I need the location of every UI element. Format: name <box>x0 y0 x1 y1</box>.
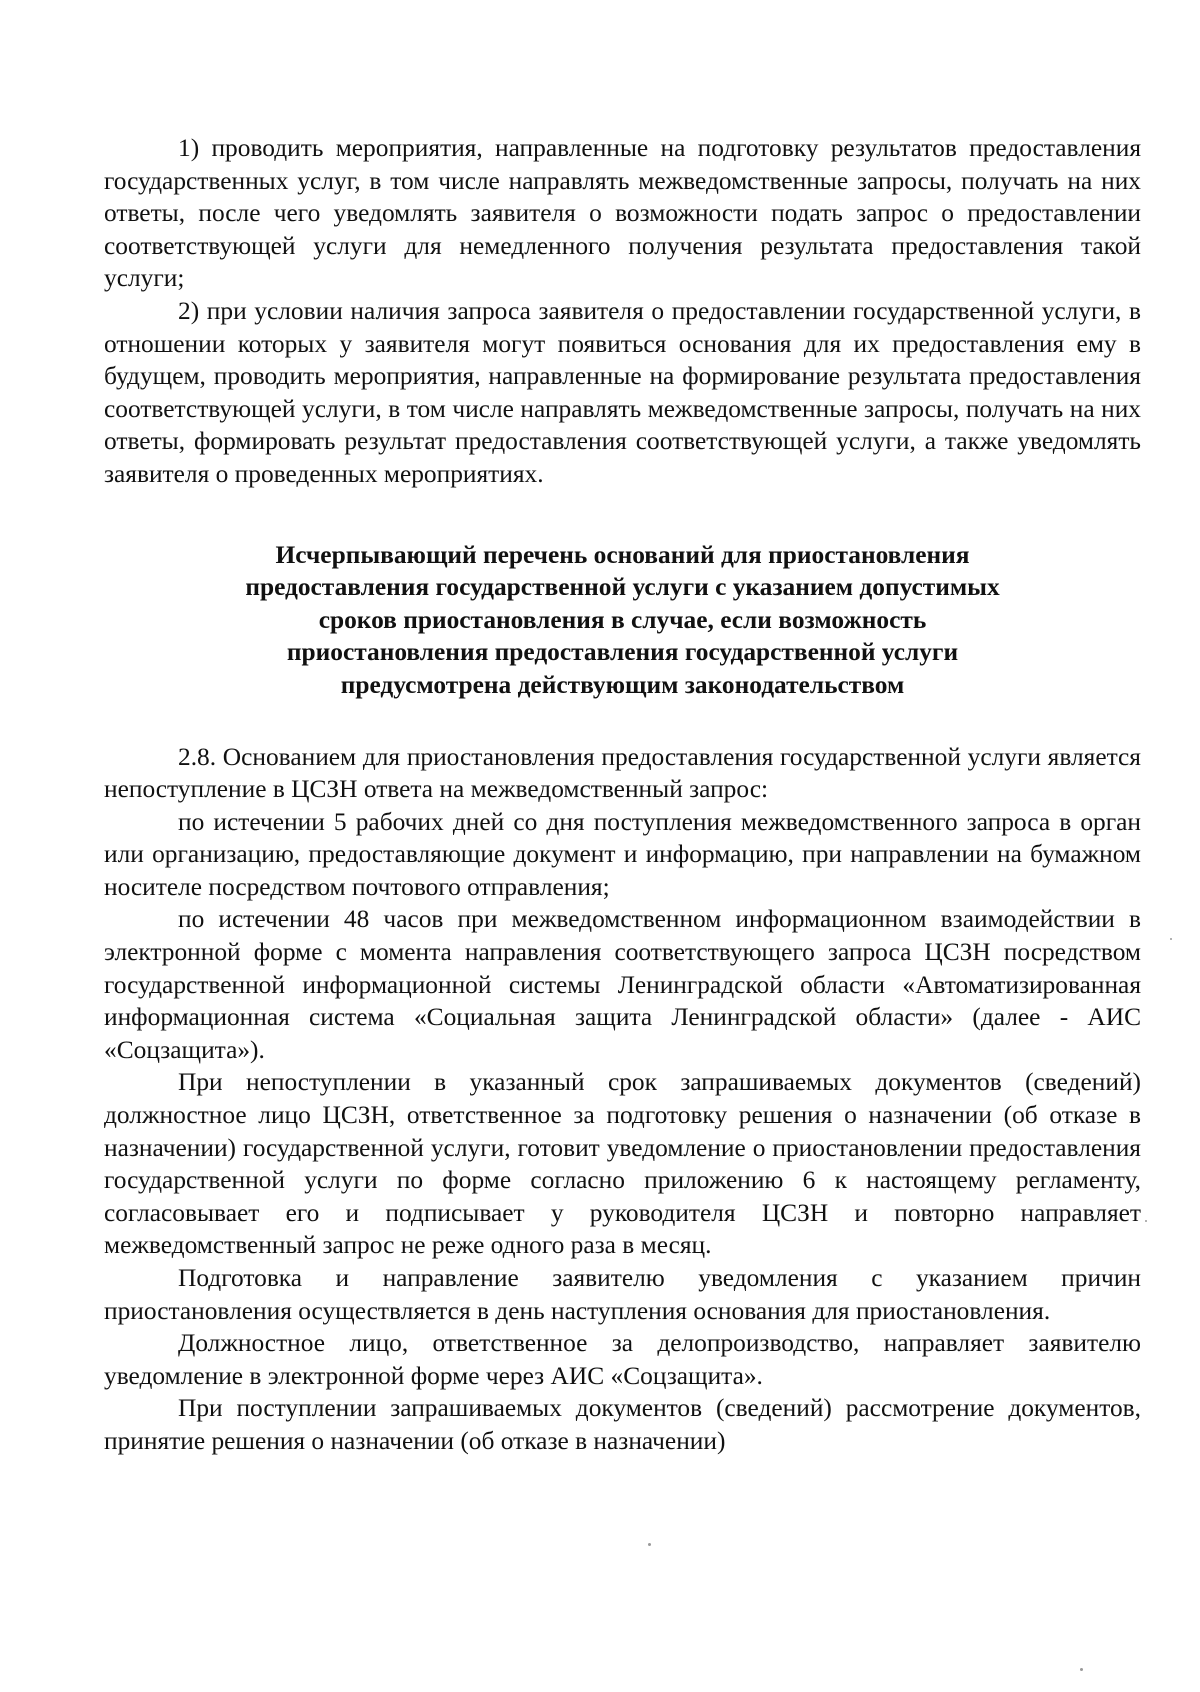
paragraph-5-days: по истечении 5 рабочих дней со дня поступления межведомственного запроса в орган или организацию, предоставляющие документ и информацию, при направлении на бумажном носителе посредством почтового отправления; <box>104 807 1141 901</box>
document-body <box>104 132 1141 1458</box>
heading-line: Исчерпывающий перечень оснований для приостановления <box>275 540 970 569</box>
scan-speck <box>648 1543 651 1546</box>
scan-speck <box>1145 1220 1147 1222</box>
paragraph-official: Должностное лицо, ответственное за делопроизводство, направляет заявителю уведомление в электронной форме через АИС «Соцзащита». <box>104 1329 1141 1390</box>
heading-line: предоставления государственной услуги с указанием допустимых <box>245 573 1000 602</box>
scan-speck <box>1170 938 1172 940</box>
paragraph-item-1: 1) проводить мероприятия, направленные на подготовку результатов предоставления государственных услуг, в том числе направлять межведомственные запросы, получать на них ответы, после чего уведомлять заявителя о возможности подать запрос о предоставлении соответствующей услуги для немедленного получения результата предоставления такой услуги; <box>104 134 1141 293</box>
paragraph-non-receipt: При непоступлении в указанный срок запрашиваемых документов (сведений) должностное лицо ЦСЗН, ответственное за подготовку решения о назначении (об отказе в назначении) государственной услуги, готовит уведомление о приостановлении предоставления государственной услуги по форме согласно приложению 6 к настоящему регламенту, согласовывает его и подписывает у руководителя ЦСЗН и повторно направляет межведомственный запрос не реже одного раза в месяц. <box>104 1068 1141 1260</box>
paragraph-notification: Подготовка и направление заявителю уведомления с указанием причин приостановления осуществляется в день наступления основания для приостановления. <box>104 1264 1141 1325</box>
scan-speck <box>1080 1668 1083 1671</box>
paragraph-48-hours: по истечении 48 часов при межведомственном информационном взаимодействии в электронной форме с момента направления соответствующего запроса ЦСЗН посредством государственной информационной системы Ленинградской области «Автоматизированная информационная система «Социальная защита Ленинградской области» (далее - АИС «Соцзащита»). <box>104 905 1141 1064</box>
heading-line: сроков приостановления в случае, если возможность <box>318 605 927 634</box>
paragraph-receipt: При поступлении запрашиваемых документов (сведений) рассмотрение документов, принятие решения о назначении (об отказе в назначении) <box>104 1394 1141 1455</box>
section-heading <box>104 539 1141 702</box>
paragraph-item-2: 2) при условии наличия запроса заявителя о предоставлении государственной услуги, в отношении которых у заявителя могут появиться основания для их предоставления ему в будущем, проводить мероприятия, направленные на формирование результата предоставления соответствующей услуги, в том числе направлять межведомственные запросы, получать на них ответы, формировать результат предоставления соответствующей услуги, а также уведомлять заявителя о проведенных мероприятиях. <box>104 296 1141 488</box>
paragraph-2-8: 2.8. Основанием для приостановления предоставления государственной услуги является непоступление в ЦСЗН ответа на межведомственный запрос: <box>104 742 1141 804</box>
heading-line: приостановления предоставления государственной услуги <box>286 638 959 667</box>
heading-line: предусмотрена действующим законодательством <box>340 670 905 699</box>
